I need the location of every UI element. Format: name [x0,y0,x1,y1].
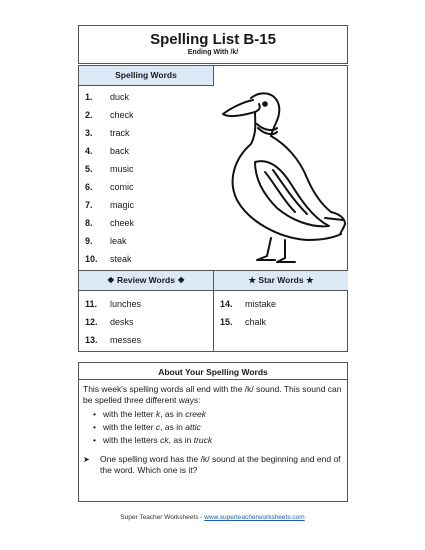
list-item [85,250,210,268]
item-number: 1. [85,92,93,102]
item-number: 7. [85,200,93,210]
item-number: 5. [85,164,93,174]
item-word: magic [110,200,135,210]
arrow-bullet-icon: ➤ [83,455,90,464]
item-number: 12. [85,317,98,327]
spelling-words-list [85,88,210,268]
footer-text: Super Teacher Worksheets - [120,514,205,521]
list-item [220,313,345,331]
about-heading: About Your Spelling Words [79,366,347,380]
list-item [85,160,210,178]
bullet-letter: c [155,422,161,432]
bullet-text: with the letters [103,435,161,445]
list-item [85,232,210,250]
item-word: music [110,164,134,174]
bullet-dot-icon: • [93,435,96,445]
item-word: leak [110,236,127,246]
page-title: Spelling List B-15 [150,31,276,48]
question-text: One spelling word has the /k/ sound at the beginning and end of the word. Which one is it? [100,454,341,475]
duck-illustration [221,88,346,268]
review-words-list [85,295,210,349]
item-word: comic [110,182,134,192]
list-item [85,88,210,106]
item-number: 2. [85,110,93,120]
item-number: 15. [220,317,233,327]
about-question [83,454,343,476]
item-word: messes [110,335,142,345]
review-words-heading: ❖ Review Words ❖ [79,271,214,291]
item-word: check [110,110,134,120]
item-number: 9. [85,236,93,246]
item-word: back [110,146,130,156]
bullet-text: , as in [168,435,194,445]
footer [0,514,425,521]
item-number: 11. [85,299,98,309]
bullet-dot-icon: • [93,409,96,419]
item-number: 6. [85,182,93,192]
bullet-text: with the letter [103,422,156,432]
footer-link[interactable]: www.superteacherworksheets.com [204,514,305,521]
about-intro: This week's spelling words all end with the /k/ sound. This sound can be spelled three different ways: [83,384,342,405]
spelling-words-section [78,65,348,271]
title-box [78,25,348,64]
column-divider [213,291,214,351]
list-item [220,295,345,313]
bullet-item [93,408,347,421]
bullet-text: , as in [160,409,186,419]
about-section [78,362,348,502]
list-item [85,124,210,142]
list-item [85,178,210,196]
list-item [85,295,210,313]
item-word: desks [110,317,134,327]
bullet-text: with the letter [103,409,156,419]
bullet-item [93,421,347,434]
list-item [85,214,210,232]
list-item [85,142,210,160]
item-word: duck [110,92,130,102]
list-item [85,331,210,349]
item-word: steak [110,254,132,264]
bullet-text: , as in [160,422,186,432]
star-words-heading: ★ Star Words ★ [214,271,348,291]
review-star-section [78,270,348,352]
item-number: 14. [220,299,233,309]
item-word: track [110,128,130,138]
item-number: 8. [85,218,93,228]
bullet-example: attic [185,422,201,432]
item-number: 13. [85,335,98,345]
bullet-example: truck [193,435,213,445]
item-number: 4. [85,146,93,156]
star-words-list [220,295,345,331]
bullet-letter: ck [160,435,169,445]
item-number: 10. [85,254,98,264]
bullet-item [93,434,347,447]
list-item [85,106,210,124]
bullet-letter: k [155,409,161,419]
bullet-example: creek [185,409,207,419]
bullet-dot-icon: • [93,422,96,432]
spelling-words-heading: Spelling Words [79,66,214,86]
item-word: chalk [245,317,267,327]
item-number: 3. [85,128,93,138]
item-word: cheek [110,218,135,228]
list-item [85,196,210,214]
page-subtitle: Ending With /k/ [187,49,239,56]
item-word: lunches [110,299,142,309]
item-word: mistake [245,299,277,309]
list-item [85,313,210,331]
